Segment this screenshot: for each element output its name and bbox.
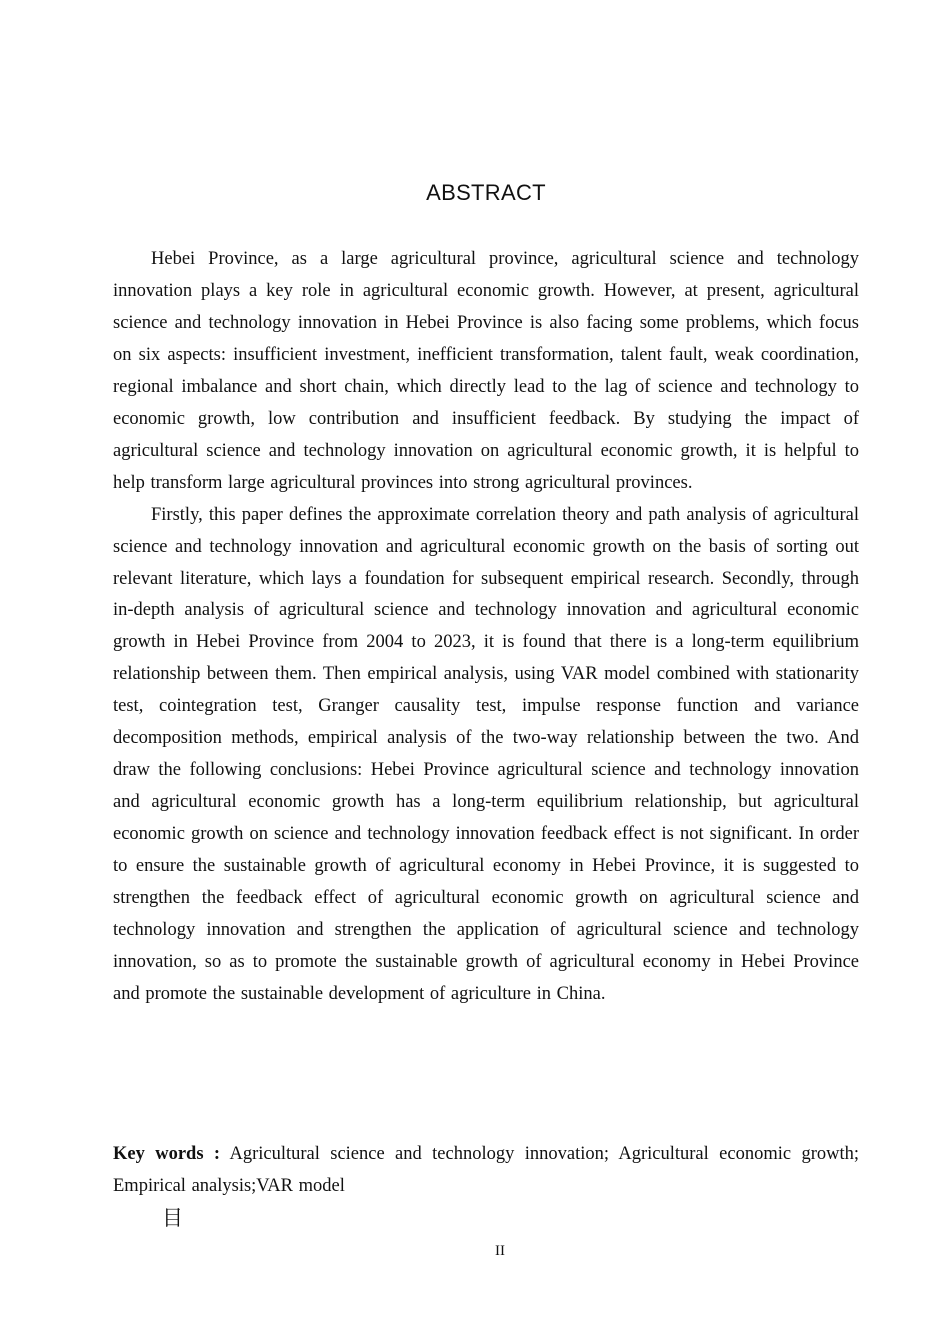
abstract-paragraph-1: Hebei Province, as a large agricultural province, agricultural science and technology innovation plays a key role in agricultural economic growth. However, at present, agricultural science and technology innovation in Hebei Province is also facing some problems, which focus on six aspects: insufficient investment, inefficient transformation, talent fault, weak coordination, regional imbalance and short chain, which directly lead to the lag of science and technology to economic growth, low contribution and insufficient feedback. By studying the impact of agricultural science and technology innovation on agricultural economic growth, it is helpful to help transform large agricultural provinces into strong agricultural provinces. <box>113 249 859 493</box>
abstract-title: ABSTRACT <box>426 180 546 205</box>
keywords-text: Agricultural science and technology innovation; Agricultural economic growth; Empirical analysis;VAR model <box>113 1144 859 1196</box>
abstract-body <box>113 244 859 1011</box>
toc-heading-fragment: 目 <box>162 1206 183 1230</box>
abstract-paragraph-2: Firstly, this paper defines the approximate correlation theory and path analysis of agricultural science and technology innovation and agricultural economic growth on the basis of sorting out relevant literature, which lays a foundation for subsequent empirical research. Secondly, through in-depth analysis of agricultural science and technology innovation and agricultural economic growth in Hebei Province from 2004 to 2023, it is found that there is a long-term equilibrium relationship between them. Then empirical analysis, using VAR model combined with stationarity test, cointegration test, Granger causality test, impulse response function and variance decomposition methods, empirical analysis of the two-way relationship between the two. And draw the following conclusions: Hebei Province agricultural science and technology innovation and agricultural economic growth has a long-term equilibrium relationship, but agricultural economic growth on science and technology innovation feedback effect is not significant. In order to ensure the sustainable growth of agricultural economy in Hebei Province, it is suggested to strengthen the feedback effect of agricultural economic growth on agricultural science and technology innovation and strengthen the application of agricultural science and technology innovation, so as to promote the sustainable growth of agricultural economy in Hebei Province and promote the sustainable development of agriculture in China. <box>113 504 859 1004</box>
keywords-block <box>113 1138 859 1202</box>
page-number: II <box>495 1243 505 1259</box>
keywords-label: Key words : <box>113 1144 221 1164</box>
